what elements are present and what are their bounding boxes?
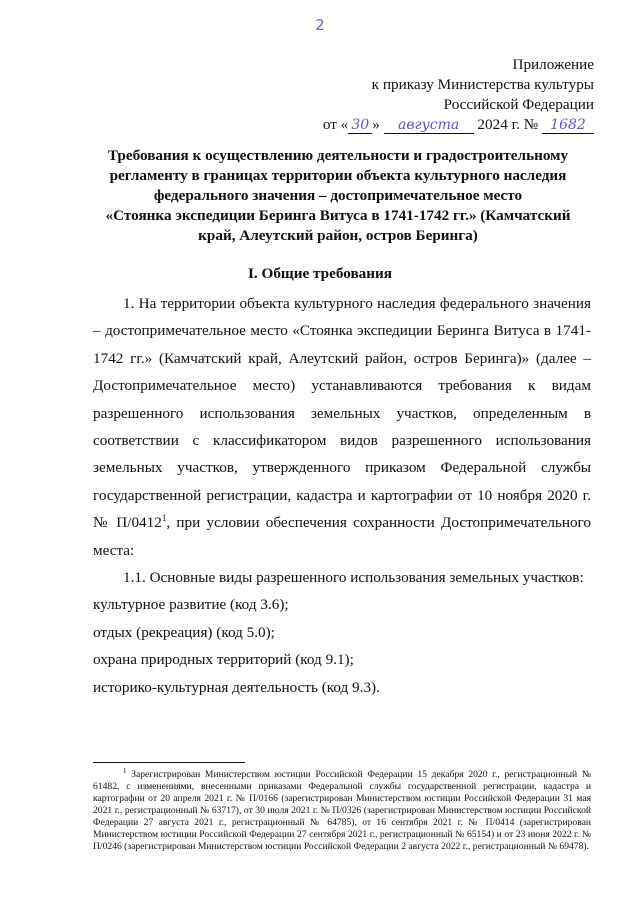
paragraph-1 [93, 290, 591, 564]
title-line: Требования к осуществлению деятельности и градостроительному [107, 147, 569, 164]
paragraph-1-text: 1. На территории объекта культурного наследия федерального значения – достопримечательное место «Стоянка экспедиции Беринга Витуса в 1741-1742 гг.» (Камчатский край, Алеутский район, остров Беринга)» (далее – Достопримечательное место) устанавливаются требования к видам разрешенного использования земельных участков, определенным в соответствии с классификатором видов разрешенного использования земельных участков, утвержденного приказом Федеральной службы государственной регистрации, кадастра и картографии от 10 ноября 2020 г. № П/0412 [93, 295, 591, 532]
date-mid: » [372, 116, 380, 133]
list-item: историко-культурная деятельность (код 9.3). [93, 678, 380, 696]
list-item: отдых (рекреация) (код 5.0); [93, 623, 275, 641]
appendix-block [264, 55, 594, 135]
footnote-reference[interactable]: 1 [161, 513, 167, 524]
footnote-mark: 1 [123, 766, 127, 775]
handwritten-day: 30 [348, 117, 372, 134]
section-heading: I. Общие требования [248, 265, 392, 282]
handwritten-month: августа [384, 117, 474, 134]
paragraph-1-text-end: , при условии обеспечения сохранности Достопримечательного места: [93, 514, 591, 559]
date-year: 2024 г. № [477, 116, 539, 133]
date-prefix: от « [322, 116, 349, 133]
section-body [93, 290, 591, 701]
appendix-date-line [264, 115, 594, 135]
list-item: культурное развитие (код 3.6); [93, 596, 289, 614]
title-line: «Стоянка экспедиции Беринга Витуса в 1741-1742 гг.» (Камчатский [105, 207, 571, 224]
footnote [93, 766, 591, 853]
footnote-text: Зарегистрирован Министерством юстиции Российской Федерации 15 декабря 2020 г., регистрационный № 61482, с изменениями, внесенными приказами Федеральной службы государственной регистрации, кадастра и картографии от 20 апреля 2021 г. № П/0166 (зарегистрирован Министерством юстиции Российской Федерации 31 мая 2021 г., регистрационный № 63717), от 30 июля 2021 г. № П/0326 (зарегистрирован Министерством юстиции Российской Федерации 27 августа 2021 г., регистрационный № 64785), от 16 сентября 2021 г. № П/0414 (зарегистрирован Министерством юстиции Российской Федерации 27 сентября 2021 г., регистрационный № 65154) и от 23 июня 2022 г. № П/0246 (зарегистрирован Министерством юстиции Российской Федерации 2 августа 2022 г., регистрационный № 69478). [93, 769, 591, 852]
document-title [96, 146, 580, 246]
title-line: край, Алеутский район, остров Беринга) [198, 227, 478, 244]
page-number: 2 [315, 16, 325, 34]
appendix-title: Приложение [512, 56, 594, 73]
handwritten-order-number: 1682 [542, 117, 594, 134]
list-item: охрана природных территорий (код 9.1); [93, 651, 354, 669]
title-line: федерального значения – достопримечательное место [153, 187, 523, 204]
footnote-divider [93, 762, 245, 763]
appendix-order-ref: к приказу Министерства культуры [371, 76, 594, 93]
appendix-ministry: Российской Федерации [443, 96, 594, 113]
title-line: регламенту в границах территории объекта культурного наследия [109, 167, 567, 184]
paragraph-1-1: 1.1. Основные виды разрешенного использования земельных участков: [123, 569, 584, 587]
